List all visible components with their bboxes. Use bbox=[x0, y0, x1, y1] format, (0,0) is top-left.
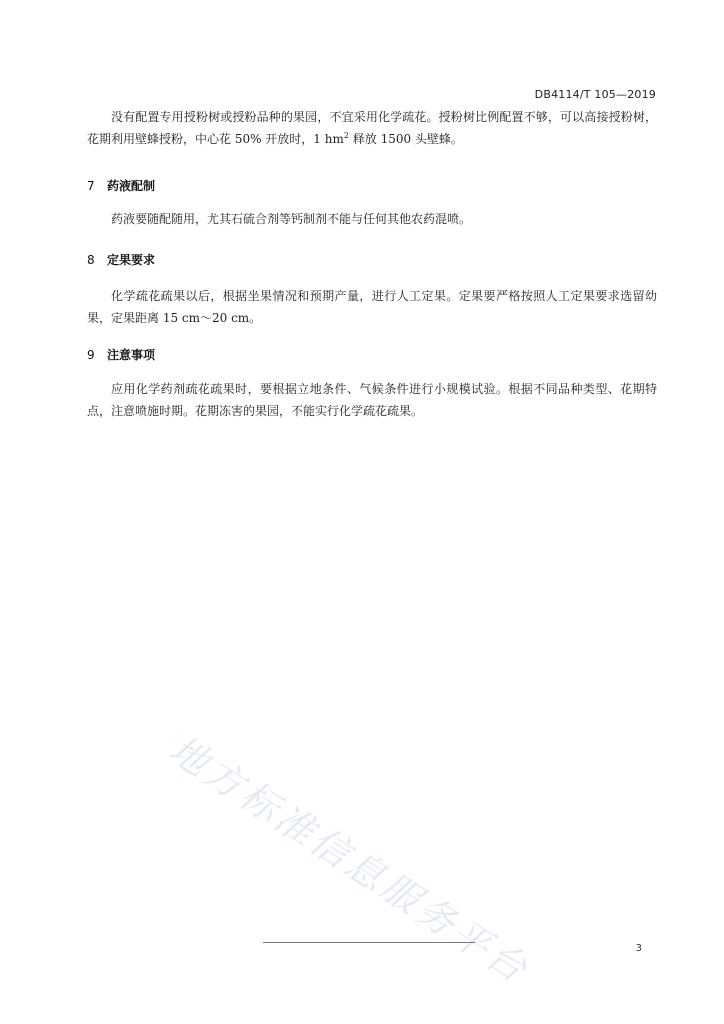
paragraph-pollination-text: 没有配置专用授粉树或授粉品种的果园，不宜采用化学疏花。授粉树比例配置不够，可以高接授粉树，花期利用壁蜂授粉，中心花 50% 开放时，1 hm bbox=[87, 110, 657, 146]
paragraph-pollination bbox=[87, 106, 657, 150]
watermark: 地方标准信息服务平台 bbox=[161, 726, 538, 993]
section-8-number: 8 bbox=[87, 253, 95, 267]
section-7-heading bbox=[87, 177, 155, 194]
section-8-heading bbox=[87, 251, 155, 268]
superscript: 2 bbox=[343, 131, 349, 140]
paragraph-pollination-tail: 释放 1500 头壁蜂。 bbox=[348, 132, 463, 146]
document-code: DB4114/T 105—2019 bbox=[534, 88, 656, 101]
section-8-paragraph: 化学疏花疏果以后，根据坐果情况和预期产量，进行人工定果。定果要严格按照人工定果要求选留幼果，定果距离 15 cm～20 cm。 bbox=[87, 289, 657, 325]
section-7-paragraph: 药液要随配随用，尤其石硫合剂等钙制剂不能与任何其他农药混喷。 bbox=[111, 212, 472, 226]
section-9-number: 9 bbox=[87, 348, 95, 362]
section-7-title: 药液配制 bbox=[107, 179, 156, 193]
page-number: 3 bbox=[635, 943, 642, 954]
section-9-title: 注意事项 bbox=[107, 348, 156, 362]
section-9-paragraph: 应用化学药剂疏花疏果时，要根据立地条件、气候条件进行小规模试验。根据不同品种类型、花期特点，注意喷施时期。花期冻害的果园，不能实行化学疏花疏果。 bbox=[87, 382, 657, 418]
section-7-number: 7 bbox=[87, 179, 95, 193]
section-9-heading bbox=[87, 346, 155, 363]
footer-divider bbox=[263, 942, 475, 943]
section-8-title: 定果要求 bbox=[107, 253, 156, 267]
